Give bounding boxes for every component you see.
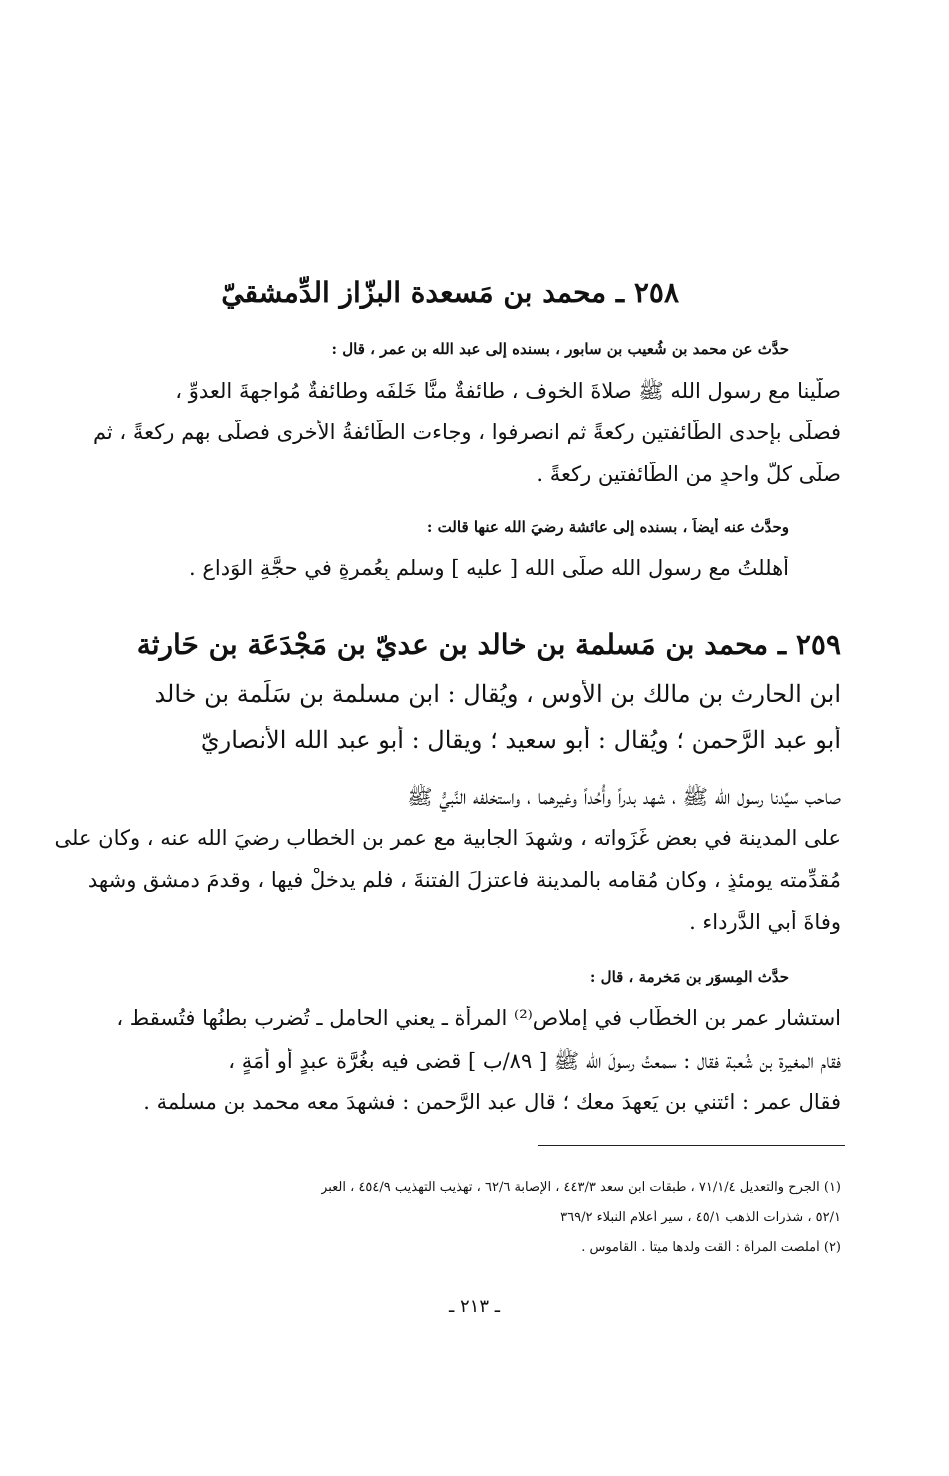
entry-259-lineage-1: ابن الحارث بن مالك بن الأَوس ، ويُقال : ابن مسلمة بن سَلَمة بن خالد (154, 680, 841, 708)
entry-259-bio-line-4: وفاةَ أبي الدَّرداء . (689, 910, 841, 934)
entry-258-hadith2-line: أهللتُ مع رسول الله صلَّى الله [ عليه ] وسلم بِعُمرةٍ في حجَّةِ الوَداع . (189, 556, 789, 580)
entry-259-bio-line-2: على المدينة في بعض غَزَواته ، وشهدَ الجابية مع عمر بن الخطاب رضيَ الله عنه ، وكان على (54, 826, 841, 850)
footnote-line-1: (١) الجرح والتعديل ٧١/١/٤ ، طبقات ابن سعد ٤٤٣/٣ ، الإصابة ٦٢/٦ ، تهذيب التهذيب ٤٥٤/٩ ، العبر (321, 1180, 841, 1195)
entry-258-hadith1-intro: حدَّث عن محمد بن شُعيب بن سابور ، بسنده إلى عبد الله بن عمر ، قال : (331, 340, 789, 358)
entry-259-title: ٢٥٩ ـ محمد بن مَسلمة بن خالد بن عديّ بن مَجْدَعَة بن حَارثة (136, 628, 841, 661)
footnote-line-3: (٢) أملصت المرأة : ألقت ولدها ميتاً . القاموس . (581, 1240, 841, 1255)
entry-258-hadith1-line-3: صلَّى كلُّ واحدٍ من الطَّائفتين ركعةً . (536, 462, 841, 486)
entry-259-hadith-intro: حدَّث المِسوَر بن مَخرمة ، قال : (589, 968, 789, 986)
entry-258-hadith1-line-1: صلَّينا مع رسول الله ﷺ صلاةَ الخوف ، طائفةٌ منَّا خَلفَه وطائفةٌ مُواجهةَ العدوِّ ، (175, 379, 841, 403)
entry-259-bio-line-1: صاحب سيِّدنا رسول الله ﷺ ، شهد بدراً وأُحُداً وغيرهما ، واستخلفه النَّبيُّ ﷺ (407, 785, 841, 809)
entry-259-lineage-2: أبو عبد الرَّحمن ؛ ويُقال : أبو سعيد ؛ ويقال : أبو عبد الله الأنصاريّ (200, 726, 841, 754)
entry-258-hadith2-intro: وحدَّث عنه أيضاً ، بسنده إلى عائشة رضيَ الله عنها قالت : (426, 518, 789, 536)
entry-258-title: ٢٥٨ ـ محمد بن مَسعدة البزّاز الدِّمشقيّ (221, 276, 679, 309)
entry-259-bio-line-3: مُقدِّمته يومئذٍ ، وكان مُقامه بالمدينة فاعتزلَ الفتنةَ ، فلم يدخلْ فيها ، وقدمَ دمشق وشهد (87, 868, 841, 892)
page-number: ـ ٢١٣ ـ (448, 1296, 500, 1317)
entry-258-hadith1-line-2: فصلَّى بإحدى الطَّائفتين ركعةً ثم انصرفوا ، وجاءت الطَّائفةُ الأُخرى فصلَّى بهم ركعةً ، ثم (92, 420, 841, 444)
footnote-separator (538, 1145, 845, 1146)
footnote-line-2: ٥٢/١ ، شذرات الذهب ٤٥/١ ، سير أعلام النبلاء ٣٦٩/٢ (560, 1210, 841, 1225)
entry-259-hadith-line-3: فقال عمر : ائتني بن يَعهدَ معك ؛ قال عبد الرَّحمن : فشهدَ معه محمد بن مسلمة . (143, 1090, 841, 1114)
entry-259-hadith-line-1: استشار عمر بن الخطَّاب في إملاص⁽²⁾ المرأة ـ يعني الحامل ـ تُضرب بطنُها فتُسقط ، (116, 1006, 841, 1030)
entry-259-hadith-line-2: فقام المغيرة بن شُعبة فقال : سمعتُ رسولَ الله ﷺ [ ٨٩/ب ] قضى فيه بغُرَّة عبدٍ أو أَمَةٍ ، (228, 1049, 841, 1073)
